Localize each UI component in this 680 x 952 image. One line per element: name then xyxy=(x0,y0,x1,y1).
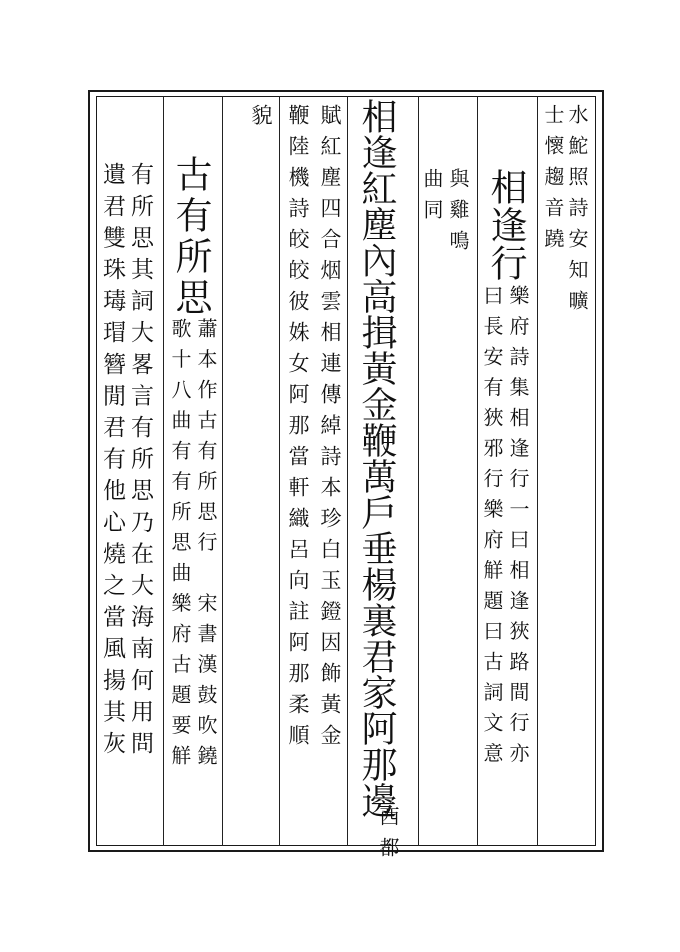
poem-title-gu-you-suo-si: 古有所思 xyxy=(169,155,212,319)
column-rule xyxy=(347,96,348,846)
column-rule xyxy=(477,96,478,846)
poem-title-xiangfeng: 相逢行 xyxy=(484,168,527,282)
title-note-line-4: 曲同 xyxy=(420,168,444,230)
verse-tail-note: 西都 xyxy=(376,806,400,868)
column-rule xyxy=(418,96,419,846)
column-rule xyxy=(222,96,223,846)
gu-text-line-2: 遺君雙珠瑇瑁簪閒君有他心燒之當風揚其灰 xyxy=(99,162,125,763)
title-note-line-3: 與雞鳴 xyxy=(446,168,470,261)
gloss-line-3: 貌 xyxy=(249,104,273,135)
column-rule xyxy=(537,96,538,846)
fragment-line-1: 水鮀照詩安知曠 xyxy=(565,104,589,321)
gloss-line-1: 賦紅塵四合烟雲相連傳綽詩本珍白玉鐙因飾黃金 xyxy=(318,104,342,755)
title-note-line-2: 曰長安有狹邪行樂府觧題曰古詞文意 xyxy=(480,285,504,773)
column-rule xyxy=(279,96,280,846)
verse-main-line: 相逢紅塵內高揖黃金鞭萬戶垂楊裏君家阿那邊 xyxy=(356,98,397,818)
gu-note-line-1: 蕭本作古有所思行 宋書漢鼓吹鐃 xyxy=(194,318,218,776)
gu-note-line-2: 歌十八曲有有所思曲樂府古題要觧 xyxy=(168,318,192,776)
column-rule xyxy=(163,96,164,846)
title-note-line-1: 樂府詩集相逢行一曰相逢狹路間行亦 xyxy=(506,285,530,773)
fragment-line-2: 士懷趨音蹺 xyxy=(541,104,565,259)
gloss-line-2: 鞭陸機詩皎皎彼姝女阿那當軒織呂向註阿那柔順 xyxy=(286,104,310,755)
gu-text-line-1: 有所思其詞大畧言有所思乃在大海南何用問 xyxy=(127,162,153,763)
